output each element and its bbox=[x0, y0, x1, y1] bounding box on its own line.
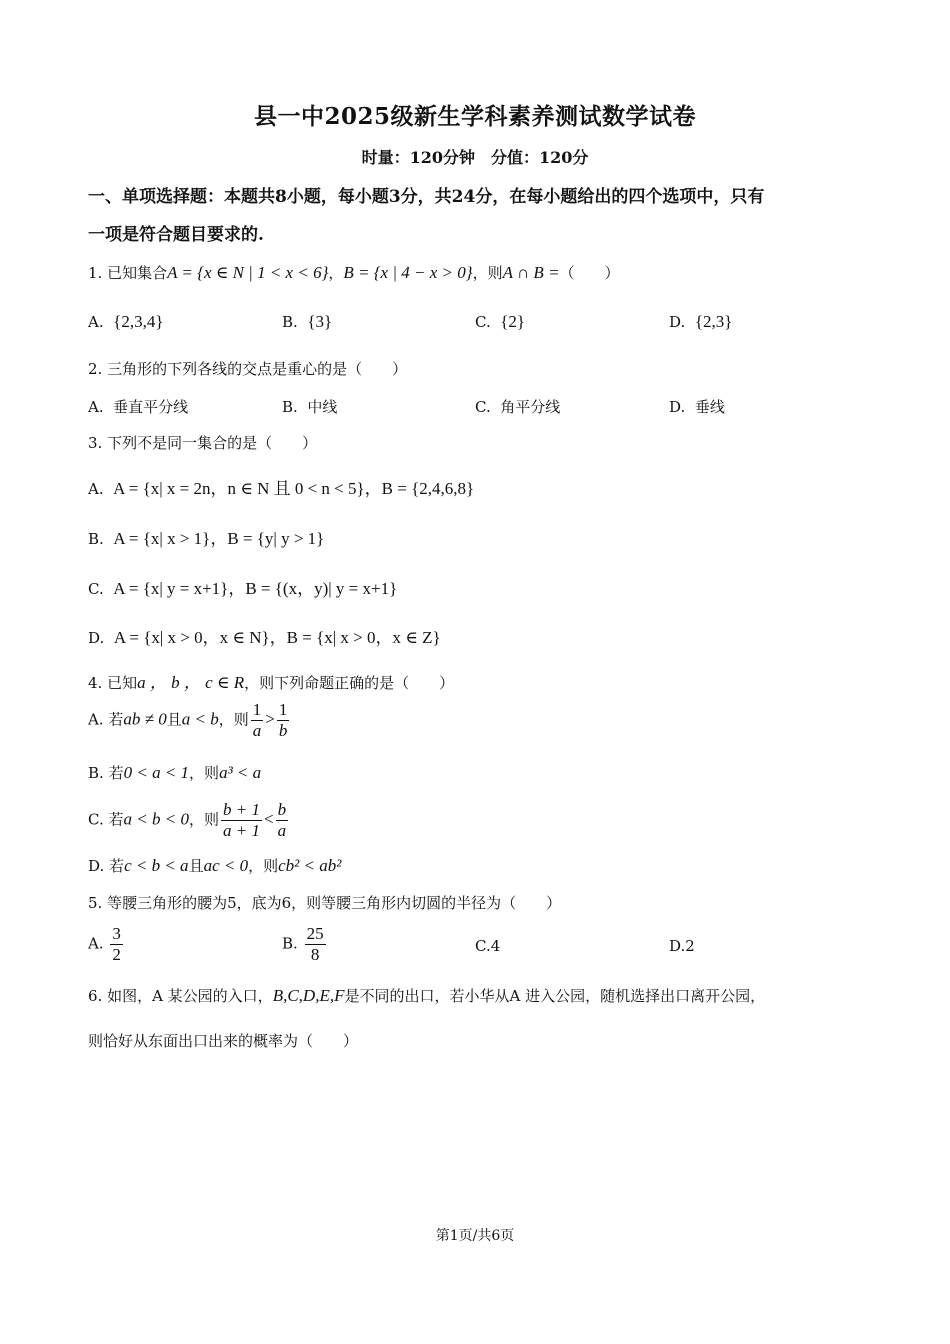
fraction-1-over-a: $\frac{1}{a}$ bbox=[252, 700, 262, 740]
q5-option-b[interactable]: B. $\frac{25}{8}$ bbox=[282, 924, 324, 964]
q2-option-a[interactable]: A. 垂直平分线 bbox=[88, 398, 189, 416]
question-6-line1: 6. 如图，A 某公园的入口，B,C,D,E,F是不同的出口，若小华从A 进入公园，随机选择出口离开公园， bbox=[88, 986, 766, 1005]
q1-option-b[interactable]: B. {3} bbox=[282, 312, 333, 331]
fraction-1-over-b: $\frac{1}{b}$ bbox=[278, 700, 288, 740]
page-number: 第1页/共6页 bbox=[435, 1228, 515, 1244]
q3-option-d[interactable]: D. A = {x| x > 0，x ∈ N}，B = {x| x > 0，x ∈ Z} bbox=[88, 628, 441, 647]
question-3-stem: 3. 下列不是同一集合的是（ ） bbox=[88, 434, 318, 452]
q1-option-d[interactable]: D. {2,3} bbox=[669, 312, 733, 331]
variables-abc: a ， b ， c ∈ R bbox=[137, 673, 245, 692]
set-b-definition: B = {x | 4 − x > 0} bbox=[343, 263, 473, 282]
section-heading-line2: 一项是符合题目要求的. bbox=[88, 225, 264, 245]
question-2-stem: 2. 三角形的下列各线的交点是重心的是（ ） bbox=[88, 360, 408, 378]
question-1-stem: 1. 已知集合A = {x ∈ N | 1 < x < 6}，B = {x | 4 − x > 0}，则A ∩ B =（ ） bbox=[88, 263, 620, 282]
q2-option-d[interactable]: D. 垂线 bbox=[669, 398, 725, 416]
intersection-expr: A ∩ B = bbox=[502, 263, 560, 282]
section-heading-line1: 一、单项选择题：本题共8小题，每小题3分，共24分，在每小题给出的四个选项中，只有 bbox=[88, 187, 765, 207]
question-4-stem: 4. 已知a ， b ， c ∈ R，则下列命题正确的是（ ） bbox=[88, 673, 455, 692]
question-5-stem: 5. 等腰三角形的腰为5，底为6，则等腰三角形内切圆的半径为（ ） bbox=[88, 894, 562, 912]
q3-option-c[interactable]: C. A = {x| y = x+1}，B = {(x，y)| y = x+1} bbox=[88, 579, 398, 598]
exit-list: B,C,D,E,F bbox=[272, 986, 345, 1005]
q3-option-b[interactable]: B. A = {x| x > 1}，B = {y| y > 1} bbox=[88, 529, 325, 548]
q4-option-d[interactable]: D. 若c < b < a且ac < 0，则cb² < ab² bbox=[88, 856, 342, 875]
fraction-3-over-2: $\frac{3}{2}$ bbox=[112, 924, 121, 964]
q1-option-a[interactable]: A. {2,3,4} bbox=[88, 312, 164, 331]
exam-duration-score: 时量：120分钟 分值：120分 bbox=[361, 148, 589, 167]
fraction-b1-over-a1: $\frac{b + 1}{a + 1}$ bbox=[222, 800, 260, 840]
q4-option-b[interactable]: B. 若0 < a < 1，则a³ < a bbox=[88, 763, 262, 782]
q2-option-b[interactable]: B. 中线 bbox=[282, 398, 338, 416]
q1-option-c[interactable]: C. {2} bbox=[475, 312, 526, 331]
q5-option-a[interactable]: A. $\frac{3}{2}$ bbox=[88, 924, 121, 964]
q4-option-a[interactable]: A. 若ab ≠ 0且a < b，则 $\frac{1}{a}$ > $\frac{1}{b}$ bbox=[88, 700, 288, 740]
q4-option-c[interactable]: C. 若a < b < 0，则 $\frac{b + 1}{a + 1}$ < $\frac{b}{a}$ bbox=[88, 800, 287, 840]
q3-option-a[interactable]: A. A = {x| x = 2n，n ∈ N 且 0 < n < 5}，B = {2,4,6,8} bbox=[88, 479, 475, 498]
question-6-line2: 则恰好从东面出口出来的概率为（ ） bbox=[88, 1032, 359, 1050]
q5-option-c[interactable]: C.4 bbox=[475, 937, 501, 955]
q2-option-c[interactable]: C. 角平分线 bbox=[475, 398, 561, 416]
fraction-b-over-a: $\frac{b}{a}$ bbox=[277, 800, 287, 840]
page-title: 县一中2025级新生学科素养测试数学试卷 bbox=[253, 103, 696, 130]
q5-option-d[interactable]: D.2 bbox=[669, 937, 695, 955]
set-a-definition: A = {x ∈ N | 1 < x < 6} bbox=[167, 263, 329, 282]
fraction-25-over-8: $\frac{25}{8}$ bbox=[306, 924, 324, 964]
